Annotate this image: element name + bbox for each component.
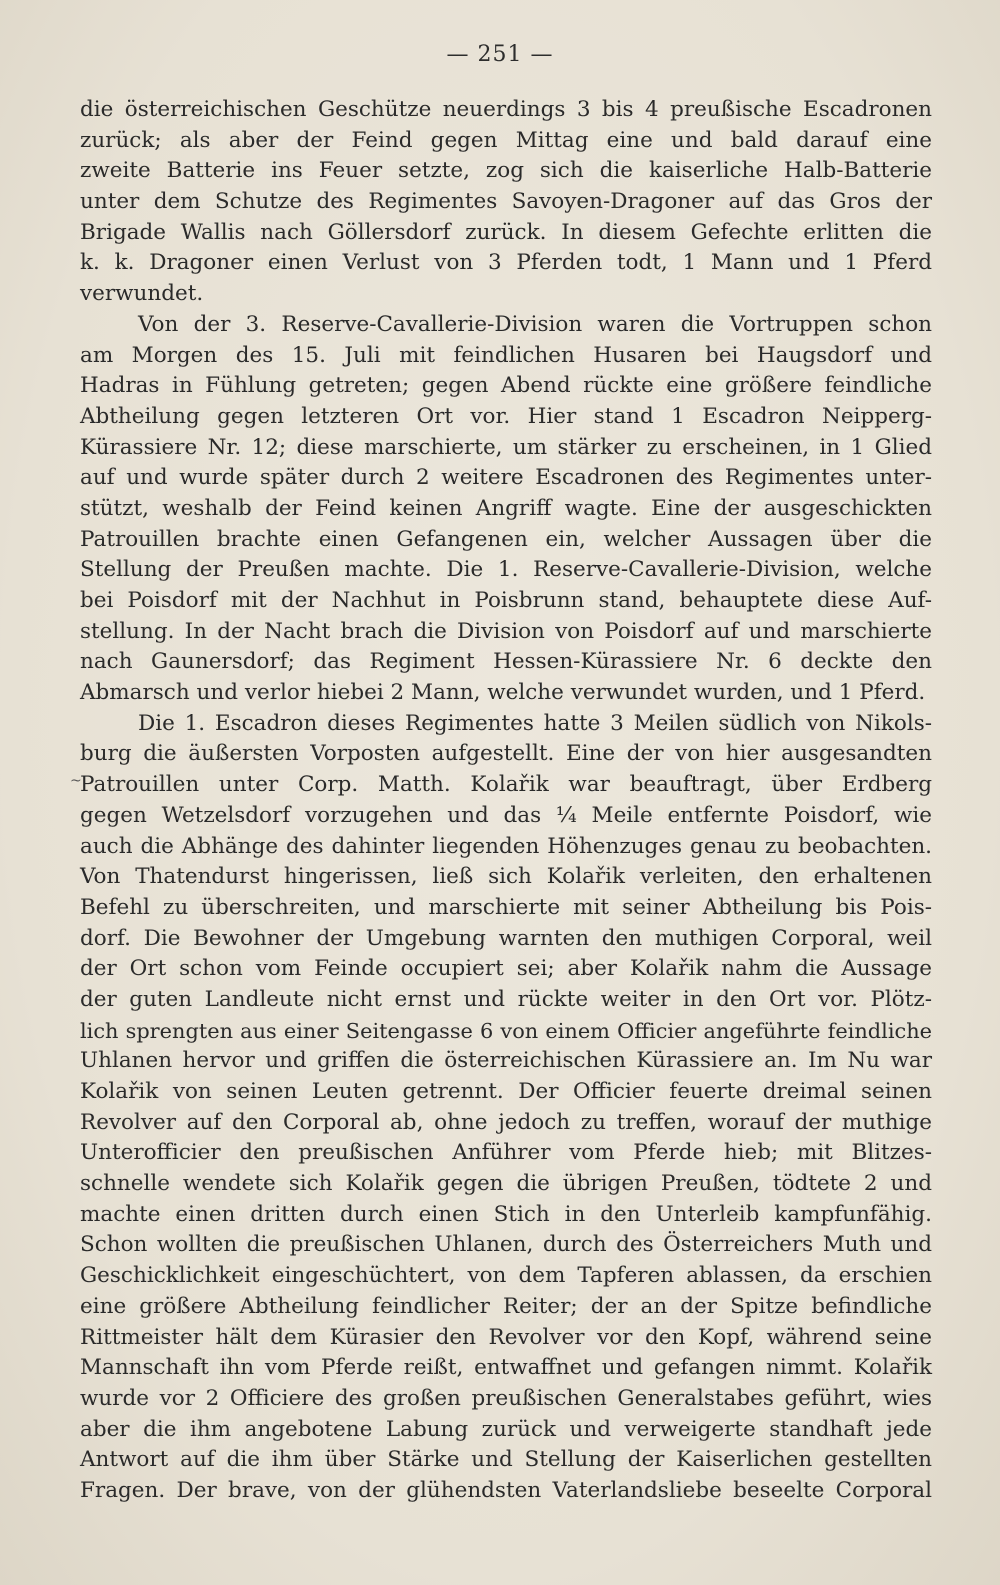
text-line: Von der 3. Reserve-Cavallerie-Division waren die Vortruppen schon bbox=[138, 311, 932, 337]
text-line: der guten Landleute nicht ernst und rückte weiter in den Ort vor. Plötz- bbox=[80, 986, 932, 1012]
text-line: Schon wollten die preußischen Uhlanen, durch des Österreichers Muth und bbox=[80, 1232, 932, 1258]
text-line: lich sprengten aus einer Seitengasse 6 von einem Officier angeführte feindliche bbox=[80, 1018, 932, 1043]
text-line: auch die Abhänge des dahinter liegenden Höhenzuges genau zu beobachten. bbox=[80, 833, 932, 859]
text-line: Uhlanen hervor und griffen die österreichischen Kürassiere an. Im Nu war bbox=[80, 1048, 932, 1074]
text-line: zurück; als aber der Feind gegen Mittag eine und bald darauf eine bbox=[80, 127, 932, 153]
text-line: Rittmeister hält dem Kürasier den Revolver vor den Kopf, während seine bbox=[80, 1324, 932, 1350]
text-line: Brigade Wallis nach Göllersdorf zurück. In diesem Gefechte erlitten die bbox=[80, 219, 932, 245]
text-line: dorf. Die Bewohner der Umgebung warnten den muthigen Corporal, weil bbox=[80, 925, 932, 951]
text-line: auf und wurde später durch 2 weitere Escadronen des Regimentes unter- bbox=[80, 465, 932, 491]
text-line: aber die ihm angebotene Labung zurück und verweigerte standhaft jede bbox=[80, 1416, 932, 1442]
margin-mark: ~ bbox=[70, 773, 82, 789]
text-line: Stellung der Preußen machte. Die 1. Reserve-Cavallerie-Division, welche bbox=[80, 557, 932, 583]
page-number: — 251 — bbox=[446, 42, 554, 67]
text-line: burg die äußersten Vorposten aufgestellt. Eine der von hier ausgesandten bbox=[80, 741, 932, 767]
text-line: schnelle wendete sich Kolařik gegen die übrigen Preußen, tödtete 2 und bbox=[80, 1171, 932, 1197]
text-line: machte einen dritten durch einen Stich in den Unterleib kampfunfähig. bbox=[80, 1201, 932, 1227]
body-text bbox=[80, 95, 932, 1507]
text-line: Antwort auf die ihm über Stärke und Stellung der Kaiserlichen gestellten bbox=[80, 1447, 932, 1473]
text-line: Kolařik von seinen Leuten getrennt. Der Officier feuerte dreimal seinen bbox=[80, 1079, 932, 1104]
text-line: der Ort schon vom Feinde occupiert sei; aber Kolařik nahm die Aussage bbox=[80, 956, 932, 982]
text-line: zweite Batterie ins Feuer setzte, zog sich die kaiserliche Halb-Batterie bbox=[80, 158, 932, 184]
text-line: Patrouillen brachte einen Gefangenen ein, welcher Aussagen über die bbox=[80, 526, 932, 552]
text-line: Revolver auf den Corporal ab, ohne jedoch zu treffen, worauf der muthige bbox=[80, 1109, 932, 1135]
text-line: die österreichischen Geschütze neuerdings 3 bis 4 preußische Escadronen bbox=[80, 97, 932, 122]
text-line: Abtheilung gegen letzteren Ort vor. Hier stand 1 Escadron Neipperg- bbox=[80, 403, 932, 429]
text-line: Fragen. Der brave, von der glühendsten Vaterlandsliebe beseelte Corporal bbox=[80, 1477, 932, 1503]
text-line: Die 1. Escadron dieses Regimentes hatte 3 Meilen südlich von Nikols- bbox=[138, 710, 932, 736]
text-line: stellung. In der Nacht brach die Division von Poisdorf auf und marschierte bbox=[80, 618, 932, 644]
text-line: eine größere Abtheilung feindlicher Reiter; der an der Spitze befindliche bbox=[80, 1293, 932, 1319]
text-line: wurde vor 2 Officiere des großen preußischen Generalstabes geführt, wies bbox=[80, 1385, 932, 1411]
text-line: Abmarsch und verlor hiebei 2 Mann, welche verwundet wurden, und 1 Pferd. bbox=[80, 680, 926, 706]
text-line: verwundet. bbox=[80, 281, 204, 307]
text-line: Kürassiere Nr. 12; diese marschierte, um stärker zu erscheinen, in 1 Glied bbox=[80, 434, 932, 460]
text-line: nach Gaunersdorf; das Regiment Hessen-Kürassiere Nr. 6 deckte den bbox=[80, 649, 932, 675]
text-line: stützt, weshalb der Feind keinen Angriff wagte. Eine der ausgeschickten bbox=[80, 495, 932, 521]
text-line: unter dem Schutze des Regimentes Savoyen-Dragoner auf das Gros der bbox=[80, 189, 932, 215]
text-line: am Morgen des 15. Juli mit feindlichen Husaren bei Haugsdorf und bbox=[80, 342, 932, 368]
text-line: Mannschaft ihn vom Pferde reißt, entwaffnet und gefangen nimmt. Kolařik bbox=[80, 1355, 932, 1381]
text-line: Patrouillen unter Corp. Matth. Kolařik war beauftragt, über Erdberg bbox=[80, 772, 932, 798]
text-line: gegen Wetzelsdorf vorzugehen und das ¼ Meile entfernte Poisdorf, wie bbox=[80, 802, 932, 828]
text-line: Geschicklichkeit eingeschüchtert, von dem Tapferen ablassen, da erschien bbox=[80, 1263, 932, 1289]
text-line: bei Poisdorf mit der Nachhut in Poisbrunn stand, behauptete diese Auf- bbox=[80, 588, 932, 613]
text-line: Unterofficier den preußischen Anführer vom Pferde hieb; mit Blitzes- bbox=[80, 1140, 932, 1166]
text-line: k. k. Dragoner einen Verlust von 3 Pferden todt, 1 Mann und 1 Pferd bbox=[80, 250, 932, 276]
text-line: Hadras in Fühlung getreten; gegen Abend rückte eine größere feindliche bbox=[80, 373, 932, 399]
text-line: Von Thatendurst hingerissen, ließ sich Kolařik verleiten, den erhaltenen bbox=[80, 864, 932, 890]
text-line: Befehl zu überschreiten, und marschierte mit seiner Abtheilung bis Pois- bbox=[80, 894, 932, 920]
